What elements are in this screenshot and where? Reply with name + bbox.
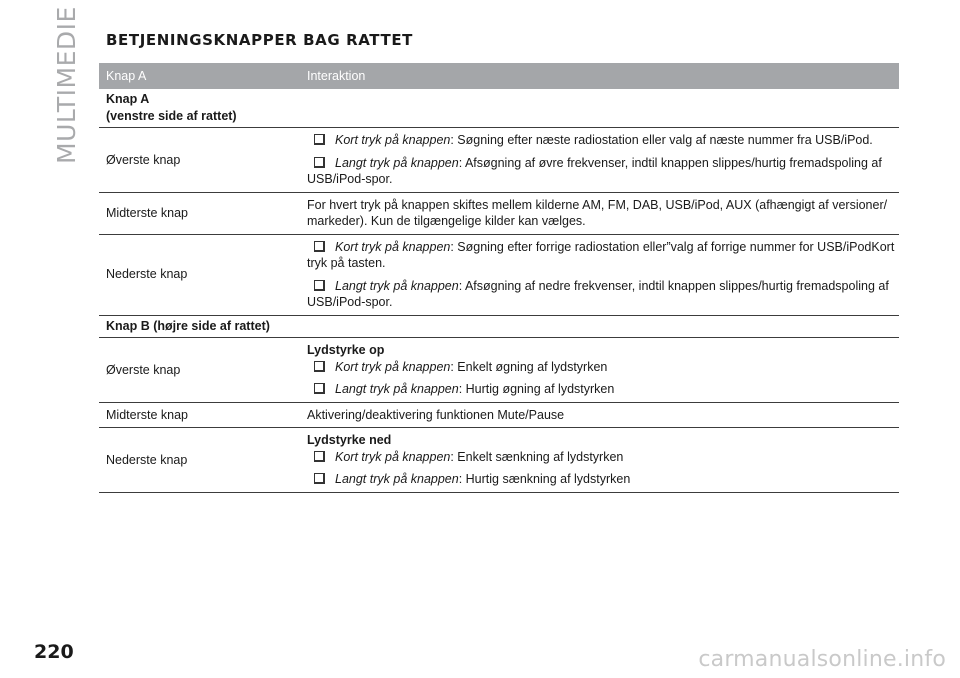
column-header-interaction: Interaktion bbox=[300, 63, 899, 89]
short-press-line bbox=[307, 239, 895, 272]
checkbox-bullet-icon bbox=[314, 157, 325, 168]
long-press-label: Langt tryk på knappen bbox=[335, 155, 459, 170]
volume-up-heading: Lydstyrke op bbox=[307, 343, 385, 357]
row-label: Midterste knap bbox=[99, 402, 300, 428]
checkbox-bullet-icon bbox=[314, 473, 325, 484]
checkbox-bullet-icon bbox=[314, 280, 325, 291]
section-title-line1: Knap A bbox=[106, 92, 150, 106]
short-press-line bbox=[307, 449, 895, 466]
short-press-label: Kort tryk på knappen bbox=[335, 449, 451, 464]
short-press-line bbox=[307, 132, 895, 149]
short-press-label: Kort tryk på knappen bbox=[335, 239, 451, 254]
long-press-text: : Afsøgning af øvre frekvenser, indtil knappen slippes/hurtig fremadspoling af USB/iPod-spor. bbox=[307, 155, 882, 186]
section-row-knap-a bbox=[99, 89, 899, 128]
long-press-line bbox=[307, 471, 895, 488]
short-press-label: Kort tryk på knappen bbox=[335, 359, 451, 374]
long-press-label: Langt tryk på knappen bbox=[335, 472, 459, 486]
controls-table bbox=[99, 63, 899, 493]
checkbox-bullet-icon bbox=[314, 241, 325, 252]
page-title: BETJENINGSKNAPPER BAG RATTET bbox=[106, 31, 413, 49]
table-row bbox=[99, 192, 899, 234]
short-press-text: : Enkelt sænkning af lydstyrken bbox=[450, 449, 624, 464]
section-row-knap-b bbox=[99, 315, 899, 338]
short-press-text: : Enkelt øgning af lydstyrken bbox=[450, 359, 608, 374]
table-header-row bbox=[99, 63, 899, 89]
page-number: 220 bbox=[34, 641, 74, 663]
long-press-text: : Hurtig sænkning af lydstyrken bbox=[458, 472, 631, 486]
table-row bbox=[99, 128, 899, 193]
checkbox-bullet-icon bbox=[314, 361, 325, 372]
table-row bbox=[99, 338, 899, 403]
table-row bbox=[99, 234, 899, 315]
table-row bbox=[99, 402, 899, 428]
side-label-text: MULTIMEDIE bbox=[52, 6, 81, 164]
long-press-line bbox=[307, 381, 895, 398]
row-description: For hvert tryk på knappen skiftes mellem kilderne AM, FM, DAB, USB/iPod, AUX (afhængigt af versioner/ markeder). Kun de tilgængelige kilder kan vælges. bbox=[300, 192, 899, 234]
table-row bbox=[99, 428, 899, 493]
long-press-label: Langt tryk på knappen bbox=[335, 278, 459, 293]
long-press-label: Langt tryk på knappen bbox=[335, 382, 459, 396]
watermark: carmanualsonline.info bbox=[698, 647, 946, 672]
section-side-label bbox=[52, 6, 92, 172]
short-press-text: : Søgning efter næste radiostation eller valg af næste nummer fra USB/iPod. bbox=[450, 133, 873, 147]
volume-down-heading: Lydstyrke ned bbox=[307, 433, 392, 447]
row-label: Midterste knap bbox=[99, 192, 300, 234]
long-press-text: : Afsøgning af nedre frekvenser, indtil knappen slippes/hurtig fremadspoling af USB/iPod-spor. bbox=[307, 278, 889, 309]
section-title-line2: (venstre side af rattet) bbox=[106, 108, 237, 123]
short-press-line bbox=[307, 359, 895, 376]
long-press-line bbox=[307, 278, 895, 311]
row-label: Nederste knap bbox=[99, 428, 300, 493]
checkbox-bullet-icon bbox=[314, 134, 325, 145]
row-description bbox=[300, 234, 899, 315]
long-press-line bbox=[307, 155, 895, 188]
row-description bbox=[300, 128, 899, 193]
row-description: Aktivering/deaktivering funktionen Mute/Pause bbox=[300, 402, 899, 428]
row-label: Øverste knap bbox=[99, 128, 300, 193]
row-description bbox=[300, 338, 899, 403]
long-press-text: : Hurtig øgning af lydstyrken bbox=[458, 382, 615, 396]
row-label: Øverste knap bbox=[99, 338, 300, 403]
section-title-knap-b: Knap B (højre side af rattet) bbox=[99, 315, 899, 338]
column-header-button: Knap A bbox=[99, 63, 300, 89]
row-label: Nederste knap bbox=[99, 234, 300, 315]
short-press-text: : Søgning efter forrige radiostation eller”valg af forrige nummer for USB/iPodKort tryk på tasten. bbox=[307, 239, 895, 270]
section-title-knap-a bbox=[99, 89, 899, 128]
table-header bbox=[99, 63, 899, 89]
row-description bbox=[300, 428, 899, 493]
checkbox-bullet-icon bbox=[314, 383, 325, 394]
short-press-label: Kort tryk på knappen bbox=[335, 133, 451, 147]
checkbox-bullet-icon bbox=[314, 451, 325, 462]
